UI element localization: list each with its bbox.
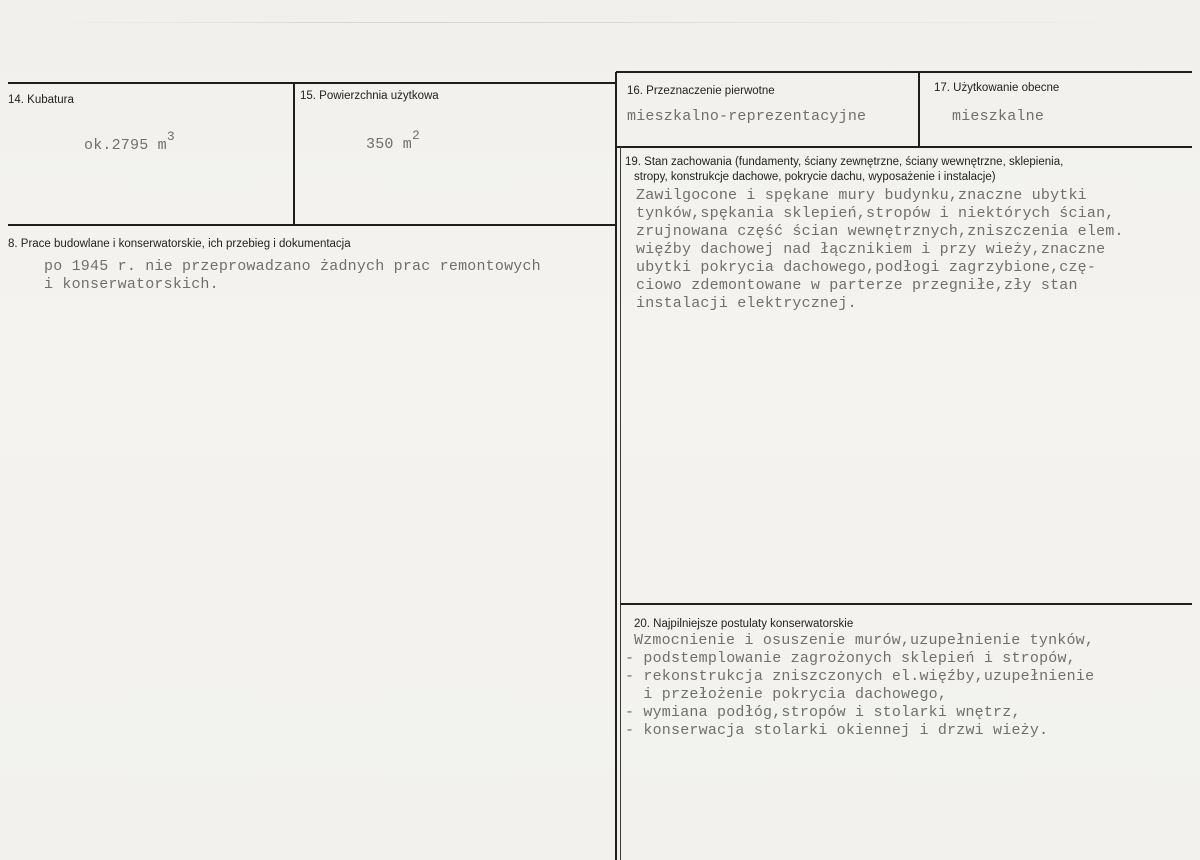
field-20-line: - rekonstrukcja zniszczonych el.więźby,uzupełnienie [625,668,1095,685]
field-16-value: mieszkalno-reprezentacyjne [627,108,867,125]
divider-16-17 [918,72,920,147]
rule-19-20 [620,603,1192,605]
field-15-number: 350 m [366,136,413,153]
field-17-value: mieszkalne [952,108,1045,125]
field-20-line: - wymiana podłóg,stropów i stolarki wnętrz, [625,704,1021,721]
field-14-unit-sup: 3 [166,129,175,144]
field-20-line: - podstemplowanie zagrożonych sklepień i stropów, [625,650,1076,667]
top-rule [8,82,616,84]
field-15-label: 15. Powierzchnia użytkowa [300,90,439,102]
top-rule-right [616,71,1192,73]
field-14-value [84,129,175,155]
field-19-line: Zawilgocone i spękane mury budynku,znaczne ubytki [636,187,1087,204]
field-20-line: i przełożenie pokrycia dachowego, [625,686,948,703]
divider-19-inner [620,147,621,860]
field-15-value [366,128,421,154]
field-15-unit-sup: 2 [412,128,421,143]
field-16-label: 16. Przeznaczenie pierwotne [627,85,775,97]
field-14-label: 14. Kubatura [8,94,74,106]
field-19-label: stropy, konstrukcje dachowe, pokrycie dachu, wyposażenie i instalacje) [634,171,996,183]
field-17-label: 17. Użytkowanie obecne [934,82,1060,94]
field-20-label: 20. Najpilniejsze postulaty konserwatorskie [634,618,854,630]
divider-14-15 [293,83,295,225]
field-19-line: więźby dachowej nad łącznikiem i przy wieży,znaczne [636,241,1106,258]
field-18-label: 8. Prace budowlane i konserwatorskie, ich przebieg i dokumentacja [8,238,351,250]
field-14-number: ok.2795 m [84,137,167,154]
rule-under-14-15 [8,224,616,226]
faint-top-line [40,22,1170,23]
field-18-line: i konserwatorskich. [44,276,219,293]
field-19-line: tynków,spękania sklepień,stropów i niektórych ścian, [636,205,1115,222]
rule-under-16-17 [616,146,1192,148]
field-19-line: zrujnowana część ścian wewnętrznych,zniszczenia elem. [636,223,1124,240]
field-19-line: instalacji elektrycznej. [636,295,857,312]
field-19-line: ciowo zdemontowane w parterze przegniłe,zły stan [636,277,1078,294]
field-20-line: Wzmocnienie i osuszenie murów,uzupełnienie tynków, [634,632,1095,649]
field-20-line: - konserwacja stolarki okiennej i drzwi wieży. [625,722,1049,739]
divider-main [615,72,617,860]
field-18-line: po 1945 r. nie przeprowadzano żadnych prac remontowych [44,258,541,275]
field-19-label: 19. Stan zachowania (fundamenty, ściany zewnętrzne, ściany wewnętrzne, sklepienia, [625,156,1064,168]
field-19-line: ubytki pokrycia dachowego,podłogi zagrzybione,czę- [636,259,1097,276]
